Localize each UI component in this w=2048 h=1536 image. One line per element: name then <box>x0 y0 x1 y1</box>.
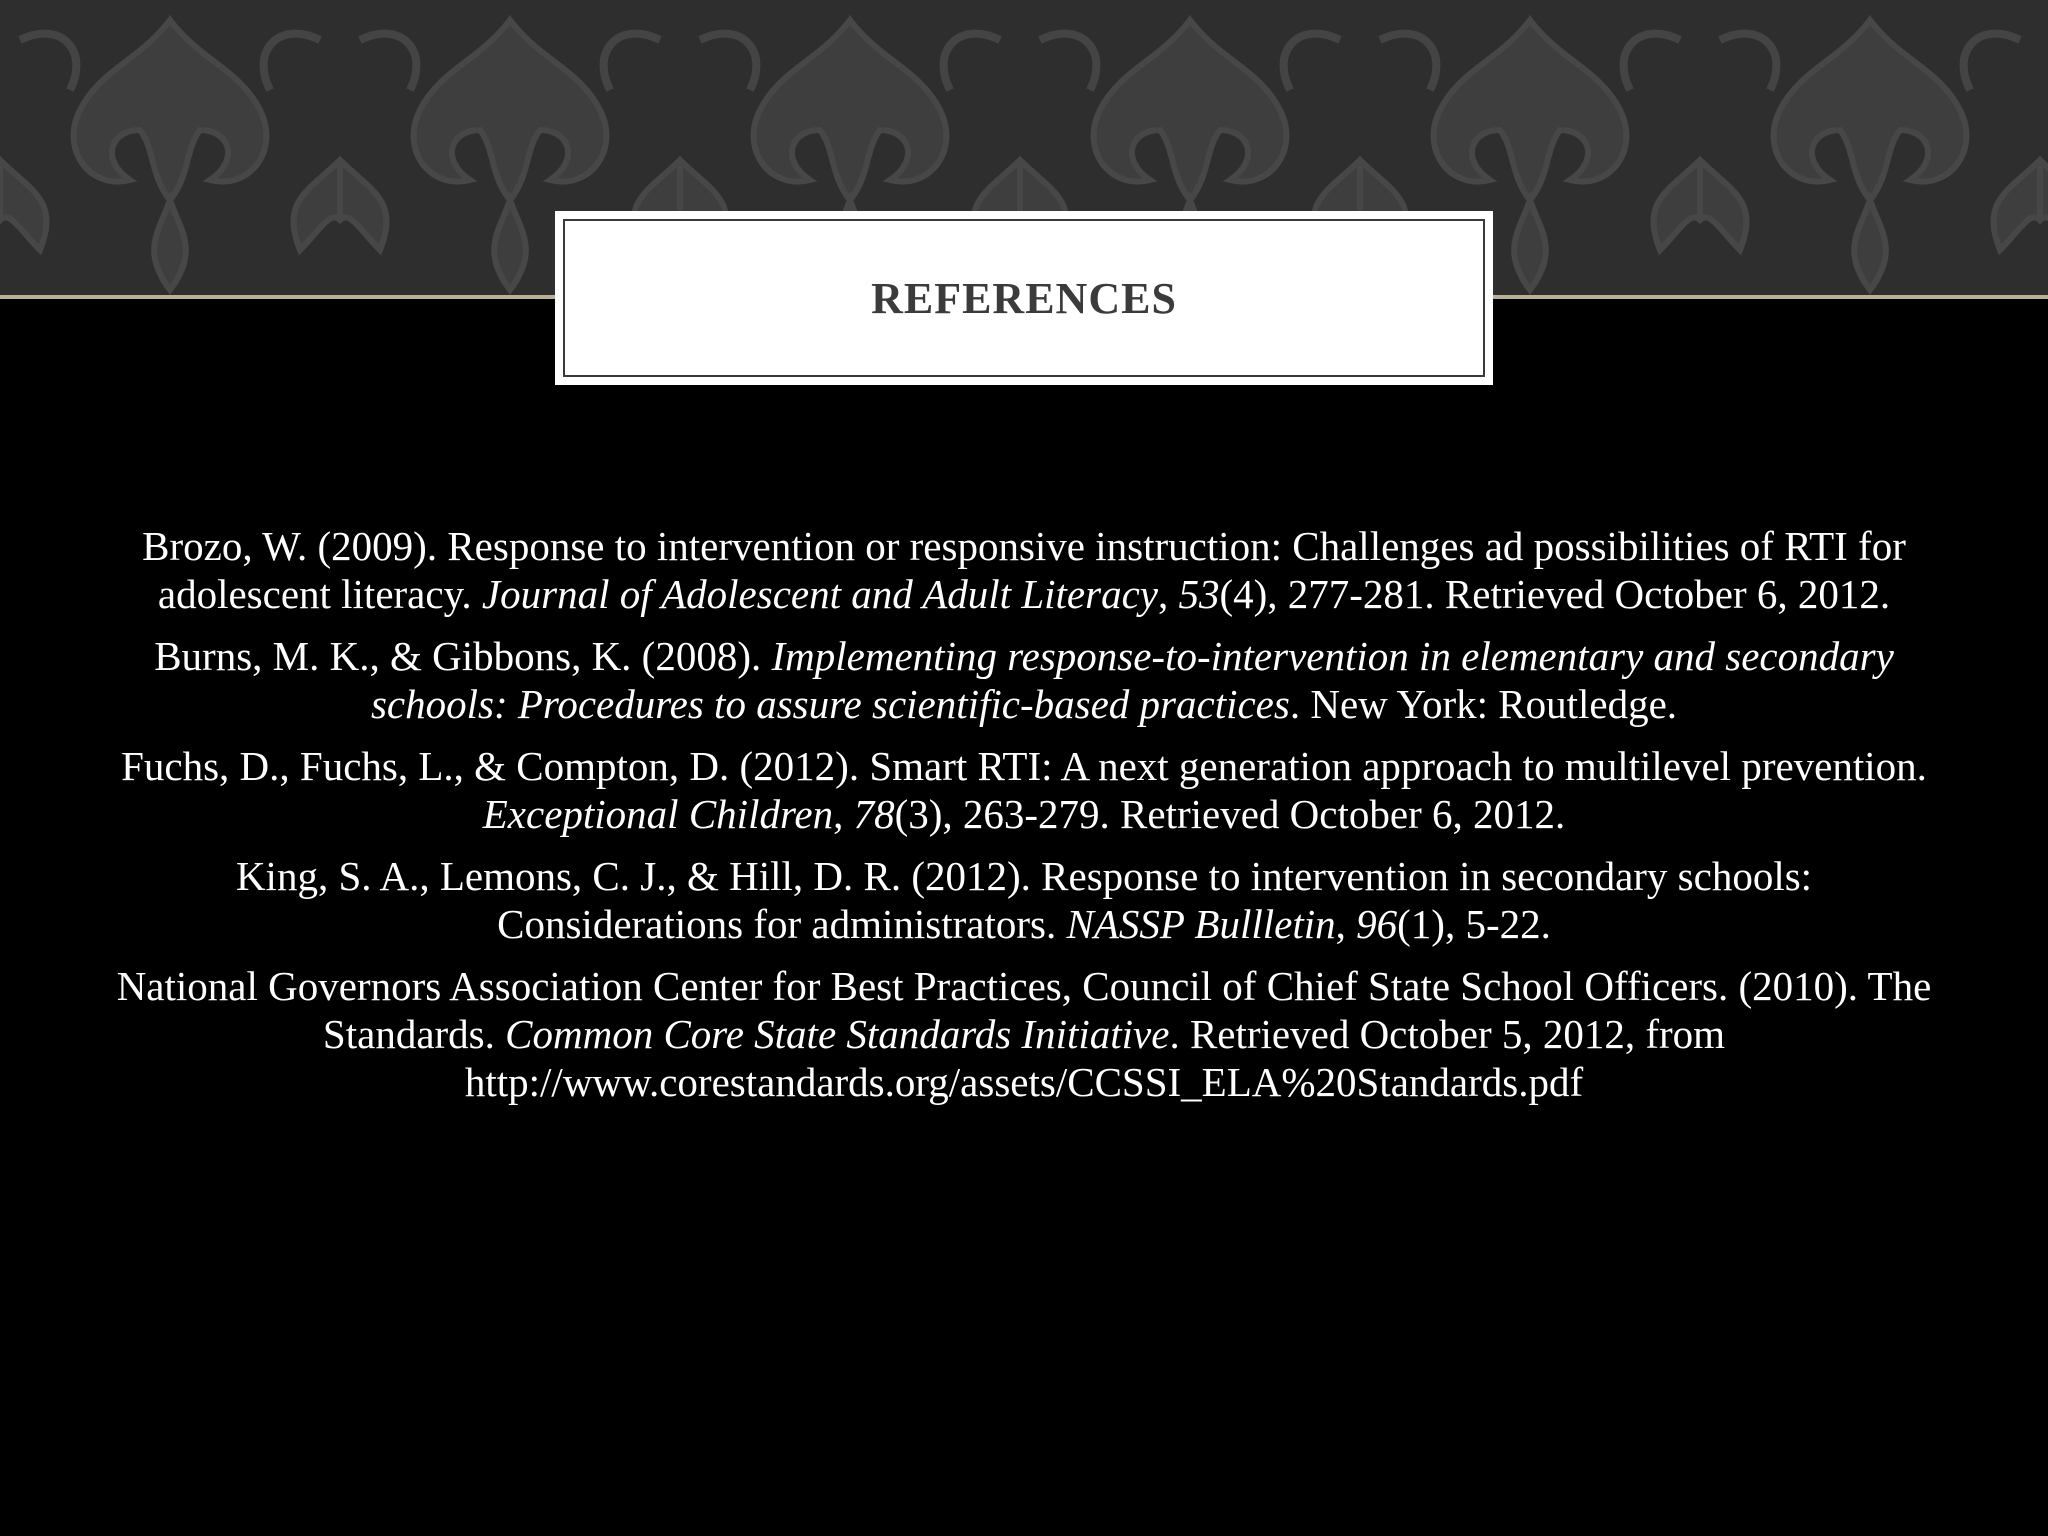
reference-item: Brozo, W. (2009). Response to intervention or responsive instruction: Challenges ad possibilities of RTI for adolescent literacy. Journal of Adolescent and Adult Literacy, 53(4), 277-281. Retrieved October 6, 2012. <box>142 523 1906 617</box>
reference-list <box>110 522 1938 1120</box>
page-title: REFERENCES <box>871 273 1177 323</box>
title-box <box>555 211 1493 385</box>
title-box-frame <box>563 219 1485 377</box>
reference-item: National Governors Association Center for Best Practices, Council of Chief State School Officers. (2010). The Standards. Common Core State Standards Initiative. Retrieved October 5, 2012, from http://www.corestandards.org/assets/CCSSI_ELA%20Standards.pdf <box>116 963 1932 1105</box>
reference-item: Burns, M. K., & Gibbons, K. (2008). Implementing response-to-intervention in elementary and secondary schools: Procedures to assure scientific-based practices. New York: Routledge. <box>154 633 1894 727</box>
reference-item: Fuchs, D., Fuchs, L., & Compton, D. (2012). Smart RTI: A next generation approach to multilevel prevention. Exceptional Children, 78(3), 263-279. Retrieved October 6, 2012. <box>121 743 1927 837</box>
reference-item: King, S. A., Lemons, C. J., & Hill, D. R. (2012). Response to intervention in secondary schools: Considerations for administrators. NASSP Bullletin, 96(1), 5-22. <box>235 853 1813 947</box>
